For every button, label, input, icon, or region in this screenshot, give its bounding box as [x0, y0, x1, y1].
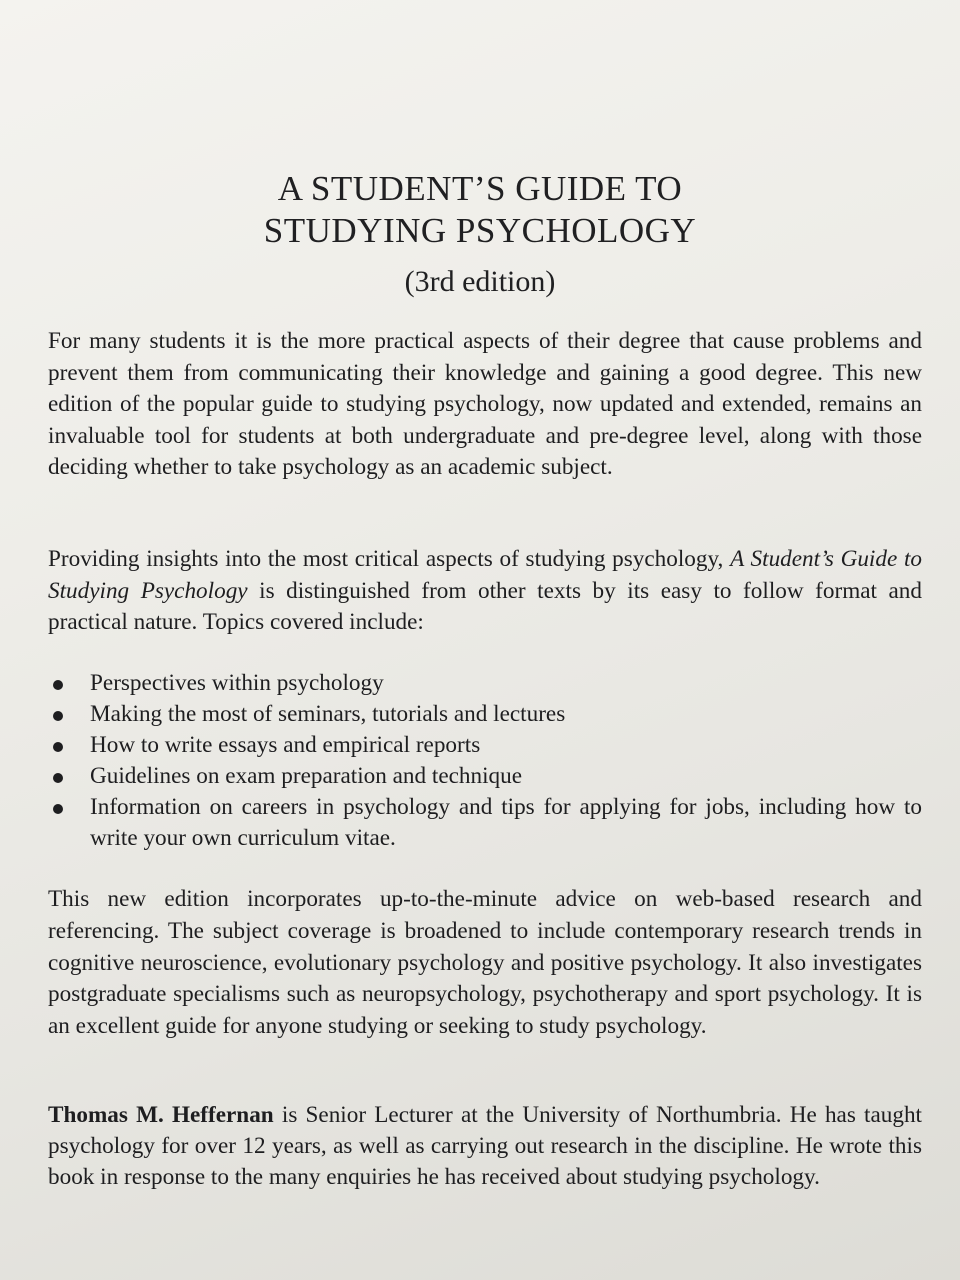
bullet-icon [53, 742, 63, 752]
topic-item [48, 730, 922, 761]
title-block [0, 168, 960, 300]
insights-text-after: is distinguished from other texts by its easy to follow format and practical nature. Topics covered include: [48, 577, 922, 635]
topic-text: Guidelines on exam preparation and technique [90, 763, 523, 789]
topic-text: Making the most of seminars, tutorials and lectures [90, 701, 566, 727]
edition-label: (3rd edition) [404, 265, 556, 298]
book-title-line-2: STUDYING PSYCHOLOGY [263, 211, 697, 250]
topic-text: Information on careers in psychology and tips for applying for jobs, including how to write your own curriculum vitae. [90, 794, 922, 851]
book-title-italic: A Student’s Guide to Studying Psychology [48, 546, 922, 604]
topic-item [48, 792, 922, 854]
bullet-icon [53, 680, 63, 690]
topic-item [48, 668, 922, 699]
bullet-icon [53, 773, 63, 783]
author-paragraph [48, 1100, 922, 1194]
topics-list [48, 668, 922, 854]
insights-paragraph [48, 544, 922, 639]
intro-paragraph: For many students it is the more practical aspects of their degree that cause problems and prevent them from communicating their knowledge and gaining a good degree. This new edition of the popular guide to studying psychology, now updated and extended, remains an invaluable tool for students at both undergraduate and pre-degree level, along with those deciding whether to take psychology as an academic subject. [48, 328, 922, 480]
topic-item [48, 699, 922, 730]
topic-text: How to write essays and empirical reports [90, 732, 481, 758]
bullet-icon [53, 711, 63, 721]
insights-text-before: Providing insights into the most critical aspects of studying psychology, [48, 546, 731, 572]
topic-text: Perspectives within psychology [90, 670, 384, 696]
bullet-icon [53, 804, 63, 814]
author-bio: is Senior Lecturer at the University of Northumbria. He has taught psychology for over 12 years, as well as carrying out research in the discipline. He wrote this book in response to the many enquiries he has received about studying psychology. [48, 1102, 922, 1191]
author-name: Thomas M. Heffernan [48, 1102, 274, 1128]
topic-item [48, 761, 922, 792]
book-title-line-1: A STUDENT’S GUIDE TO [277, 169, 683, 208]
new-edition-paragraph: This new edition incorporates up-to-the-minute advice on web-based research and referencing. The subject coverage is broadened to include contemporary research trends in cognitive neuroscience, evolutionary psychology and positive psychology. It also investigates postgraduate specialisms such as neuropsychology, psychotherapy and sport psychology. It is an excellent guide for anyone studying or seeking to study psychology. [48, 886, 922, 1040]
